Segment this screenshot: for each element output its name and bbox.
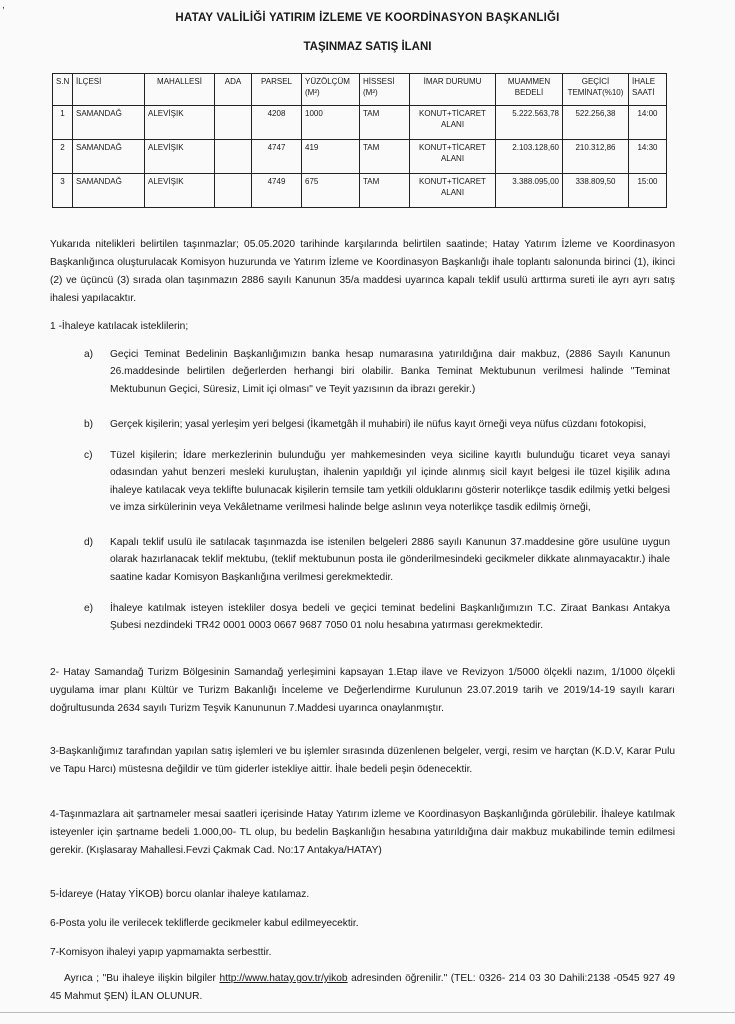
footer-post: adresinden öğrenilir." (TEL: 0326- 214 03 30 Dahili:2138 -0545 927 49 45 Mahmut ŞEN) İLAN OLUNUR. xyxy=(50,973,675,1002)
col-header-parsel: PARSEL xyxy=(252,74,302,106)
cell-teminat: 522.256,38 xyxy=(563,106,629,140)
table-row xyxy=(53,140,667,174)
property-table xyxy=(52,73,667,208)
col-header-hisse: HİSSESİ (M²) xyxy=(360,74,410,106)
cell-yuzolcum: 419 xyxy=(302,140,360,174)
cell-muhammen: 3.388.095,00 xyxy=(496,174,563,208)
cell-hisse: TAM xyxy=(360,140,410,174)
cell-yuzolcum: 1000 xyxy=(302,106,360,140)
cell-teminat: 210.312,86 xyxy=(563,140,629,174)
website-link[interactable]: http://www.hatay.gov.tr/yikob xyxy=(219,973,348,984)
requirement-item-c xyxy=(84,447,670,517)
cell-ilce: SAMANDAĞ xyxy=(73,174,145,208)
intro-paragraph: Yukarıda nitelikleri belirtilen taşınmazlar; 05.05.2020 tarihinde karşılarında belirtilen saatinde; Hatay Yatırım İzleme ve Koordinasyon Başkanlığınca oluşturulacak Komisyon huzurunda ve Yatırım İzleme ve Koordinasyon Başkanlığı ihale toplantı salonunda birinci (1), ikinci (2) ve üçüncü (3) sırada olan taşınmazın 2886 sayılı Kanunun 35/a maddesi uyarınca kapalı teklif usulü arttırma sureti ile ayrı ayrı satış ihalesi yapılacaktır. xyxy=(50,239,675,304)
cell-yuzolcum: 675 xyxy=(302,174,360,208)
requirement-item-b xyxy=(84,416,670,433)
document-subtitle: TAŞINMAZ SATIŞ İLANI xyxy=(303,41,432,53)
item-marker: d) xyxy=(84,537,94,548)
paragraph-5: 5-İdareye (Hatay YİKOB) borcu olanlar ihaleye katılamaz. xyxy=(50,889,310,900)
requirement-item-e xyxy=(84,600,670,635)
table-row xyxy=(53,174,667,208)
footer-pre: Ayrıca ; "Bu ihaleye ilişkin bilgiler xyxy=(64,973,220,984)
cell-imar: KONUT+TİCARET ALANI xyxy=(410,140,496,174)
paragraph-6: 6-Posta yolu ile verilecek tekliflerde gecikmeler kabul edilmeyecektir. xyxy=(50,918,359,929)
cell-ilce: SAMANDAĞ xyxy=(73,140,145,174)
col-header-yuzolcum: YÜZÖLÇÜM (M²) xyxy=(302,74,360,106)
cell-muhammen: 2.103.128,60 xyxy=(496,140,563,174)
col-header-imar: İMAR DURUMU xyxy=(410,74,496,106)
cell-saat: 15:00 xyxy=(629,174,667,208)
item-marker: c) xyxy=(84,450,93,461)
table-row xyxy=(53,106,667,140)
cell-mahalle: ALEVİŞIK xyxy=(145,174,215,208)
paragraph-3: 3-Başkanlığımız tarafından yapılan satış işlemleri ve bu işlemler sırasında düzenlenen belgeler, vergi, resim ve harçtan (K.D.V, Karar Pulu ve Tapu Harcı) müstesna değildir ve tüm giderler istekliye aittir. İhale bedeli peşin ödenecektir. xyxy=(50,746,675,775)
col-header-ilce: İLÇESİ xyxy=(73,74,145,106)
item-text: İhaleye katılmak isteyen istekliler dosya bedeli ve geçici teminat bedelini Başkanlığımızın T.C. Ziraat Bankası Antakya Şubesi nezdindeki TR42 0001 0003 0667 9687 7050 01 nolu hesabına yatırması gerekmektedir. xyxy=(110,603,670,632)
requirement-item-d xyxy=(84,534,670,586)
cell-muhammen: 5.222.563,78 xyxy=(496,106,563,140)
col-header-sn: S.N xyxy=(53,74,73,106)
cell-parsel: 4749 xyxy=(252,174,302,208)
paragraph-2: 2- Hatay Samandağ Turizm Bölgesinin Samandağ yerleşimini kapsayan 1.Etap ilave ve Revizyon 1/5000 ölçekli nazım, 1/1000 ölçekli uygulama imar planı Kültür ve Turizm Bakanlığı İnceleme ve Değerlendirme Kurulunun 23.07.2019 tarih ve 2019/14-19 sayılı kararı doğrultusunda 2634 sayılı Turizm Teşvik Kanununun 7.Maddesi uyarınca onaylanmıştır. xyxy=(50,667,675,714)
cell-hisse: TAM xyxy=(360,174,410,208)
cell-hisse: TAM xyxy=(360,106,410,140)
cell-sn: 3 xyxy=(53,174,73,208)
cell-ada xyxy=(215,140,252,174)
item-marker: e) xyxy=(84,603,94,614)
cell-sn: 1 xyxy=(53,106,73,140)
cell-sn: 2 xyxy=(53,140,73,174)
corner-mark: , xyxy=(2,0,5,11)
cell-ilce: SAMANDAĞ xyxy=(73,106,145,140)
cell-mahalle: ALEVİŞIK xyxy=(145,106,215,140)
paragraph-4: 4-Taşınmazlara ait şartnameler mesai saatleri içerisinde Hatay Yatırım izleme ve Koordinasyon Başkanlığında görülebilir. İhaleye katılmak isteyenler için şartname bedeli 1.000,00- TL olup, bu bedelin Başkanlığın hesabına yatırıldığına dair makbuz mukabilinde temin edilmesi gerekir. (Kışlasaray Mahallesi.Fevzi Çakmak Cad. No:17 Antakya/HATAY) xyxy=(50,809,675,856)
document-title: HATAY VALİLİĞİ YATIRIM İZLEME VE KOORDİNASYON BAŞKANLIĞI xyxy=(175,12,560,24)
table-header-row xyxy=(53,74,667,106)
item-marker: b) xyxy=(84,419,94,430)
bottom-edge-line xyxy=(0,1012,735,1013)
cell-teminat: 338.809,50 xyxy=(563,174,629,208)
cell-imar: KONUT+TİCARET ALANI xyxy=(410,106,496,140)
item-text: Tüzel kişilerin; İdare merkezlerinin bulunduğu yer mahkemesinden veya siciline kayıtlı bulunduğu ticaret veya sanayi odasından yahut benzeri mesleki kuruluştan, ihalenin yapıldığı yıl içinde alınmış sicil kayıt belgesi ile tüzel kişilik adına ihaleye katılacak veya teklifte bulunacak kişilerin temsile tam yetkili olduklarını gösterir noterlikçe tasdik edilmiş yetki belgesi ve imza sirkülerinin veya Vekâletname verilmesi halinde belge aslının veya noterlikçe tasdik edilmiş örneği, xyxy=(110,450,670,514)
col-header-mahalle: MAHALLESİ xyxy=(145,74,215,106)
cell-ada xyxy=(215,174,252,208)
item-marker: a) xyxy=(84,349,94,360)
section1-heading: 1 -İhaleye katılacak isteklilerin; xyxy=(50,321,189,332)
col-header-muhammen: MUAMMEN BEDELİ xyxy=(496,74,563,106)
item-text: Geçici Teminat Bedelinin Başkanlığımızın banka hesap numarasına yatırıldığına dair makbuz, (2886 Sayılı Kanunun 26.maddesinde belirtilen değerlerden herhangi biri olabilir. Banka Teminat Mektubunun verilmesi halinde "Teminat Mektubunun Geçici, Süresiz, Limit içi olması" ve Teyit yazısının da ibrazı gerekir.) xyxy=(110,349,670,395)
paragraph-7: 7-Komisyon ihaleyi yapıp yapmamakta serbesttir. xyxy=(50,947,272,958)
cell-ada xyxy=(215,106,252,140)
cell-mahalle: ALEVİŞIK xyxy=(145,140,215,174)
footer-note xyxy=(50,970,675,1006)
col-header-teminat: GEÇİCİ TEMİNAT(%10) xyxy=(563,74,629,106)
cell-imar: KONUT+TİCARET ALANI xyxy=(410,174,496,208)
cell-parsel: 4747 xyxy=(252,140,302,174)
item-text: Gerçek kişilerin; yasal yerleşim yeri belgesi (İkametgâh il muhabiri) ile nüfus kayıt örneği veya nüfus cüzdanı fotokopisi, xyxy=(110,419,647,430)
cell-parsel: 4208 xyxy=(252,106,302,140)
cell-saat: 14:00 xyxy=(629,106,667,140)
col-header-saat: İHALE SAATİ xyxy=(629,74,667,106)
requirement-item-a xyxy=(84,346,670,398)
item-text: Kapalı teklif usulü ile satılacak taşınmazda ise istenilen belgeleri 2886 sayılı Kanunun 37.maddesine göre usulüne uygun olarak hazırlanacak teklif mektubu, (teklif mektubunun posta ile gönderilmesindeki gecikmeler dikkate alınmayacaktır.) ihale saatine kadar Komisyon Başkanlığına verilmesi gerekmektedir. xyxy=(110,537,670,583)
cell-saat: 14:30 xyxy=(629,140,667,174)
col-header-ada: ADA xyxy=(215,74,252,106)
